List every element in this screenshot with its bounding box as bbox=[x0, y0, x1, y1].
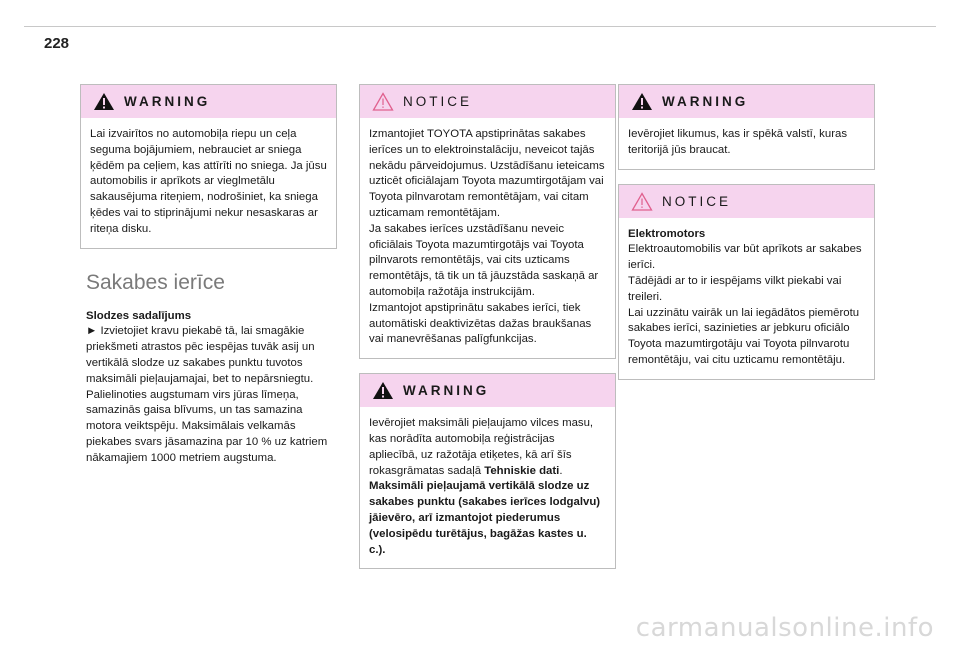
notice-text-2: Ja sakabes ierīces uzstādīšanu neveic oficiālais Toyota mazumtirgotājs vai Toyota pilnvarots remontētājs, vai cits uzticams remontētājs, tā tik un tā jāuzstāda saskaņā ar automobiļa ražotāja instrukcijām. bbox=[369, 222, 599, 298]
notice-box-electric-motor bbox=[618, 184, 875, 380]
section-text: ► Izvietojiet kravu piekabē tā, lai smagākie priekšmeti atrastos pēc iespējas tuvāk asij un vertikālā slodze uz sakabes punktu tuvotos maksimāli pieļaujamajai, bet to nepārsniegtu. Palielinoties augstumam virs jūras līmeņa, samazinās gaisa blīvums, un tas samazina motora veiktspēju. Maksimālais velkamās piekabes svars jāsamazina par 10 % uz katriem nākamajiem 1000 metriem augstuma. bbox=[86, 325, 328, 464]
notice-label: NOTICE bbox=[662, 193, 732, 209]
column-1 bbox=[80, 84, 337, 467]
warning-text bbox=[369, 416, 606, 479]
notice-title: Elektromotors bbox=[628, 227, 706, 240]
section-title: Sakabes ierīce bbox=[86, 270, 225, 294]
warning-icon bbox=[372, 381, 394, 400]
warning-label: WARNING bbox=[403, 383, 490, 399]
notice-header bbox=[360, 85, 615, 118]
warning-header bbox=[360, 374, 615, 407]
warning-header bbox=[81, 85, 336, 118]
technical-data-ref: Tehniskie dati bbox=[484, 464, 560, 477]
notice-text-1: Izmantojiet TOYOTA apstiprinātas sakabes ierīces un to elektroinstalāciju, neveicot tajās nekādu pārveidojumus. Uzstādīšanu ieteicams uzticēt oficiālajam Toyota mazumtirgotājam vai Toyota pilnvarotam remontētājam, vai citam uzticamam remontētājam. bbox=[369, 128, 605, 219]
warning-box-towing-mass bbox=[359, 373, 616, 569]
warning-icon bbox=[631, 92, 653, 111]
notice-icon bbox=[631, 192, 653, 211]
column-2 bbox=[359, 84, 616, 583]
warning-label: WARNING bbox=[124, 94, 211, 109]
warning-box-snow-chains bbox=[80, 84, 337, 249]
notice-text-3: Lai uzzinātu vairāk un lai iegādātos piemērotu sakabes ierīci, sazinieties ar jebkuru oficiālo Toyota mazumtirgotāju vai Toyota pilnvarotu remontētāju, vai citu uzticamu remontētāju. bbox=[628, 306, 860, 366]
warning-box-laws bbox=[618, 84, 875, 170]
column-3 bbox=[618, 84, 875, 394]
watermark: carmanualsonline.info bbox=[635, 613, 934, 643]
notice-icon bbox=[372, 92, 394, 111]
warning-header bbox=[619, 85, 874, 118]
section-subtitle: Slodzes sadalījums bbox=[86, 309, 192, 322]
warning-icon bbox=[93, 92, 115, 111]
notice-text-3: Izmantojot apstiprinātu sakabes ierīci, tiek automātiski deaktivizētas dažas braukšanas vai manevrēšanas palīgfunkcijas. bbox=[369, 301, 592, 346]
notice-label: NOTICE bbox=[403, 94, 473, 109]
notice-text-1: Elektroautomobilis var būt aprīkots ar sakabes ierīci. bbox=[628, 243, 862, 272]
warning-text-end: . bbox=[559, 464, 563, 477]
section-body bbox=[80, 309, 337, 467]
top-rule bbox=[24, 26, 936, 27]
notice-text-2: Tādējādi ar to ir iespējams vilkt piekabi vai treileri. bbox=[628, 274, 842, 303]
warning-bold-text: Maksimāli pieļaujamā vertikālā slodze uz sakabes punktu (sakabes ierīces lodgalvu) jāievēro, arī izmantojot piederumus (velosipēdu turētājus, bagāžas kastes u. c.). bbox=[369, 480, 601, 556]
warning-text: Ievērojiet likumus, kas ir spēkā valstī, kuras teritorijā jūs braucat. bbox=[628, 128, 848, 156]
warning-label: WARNING bbox=[662, 94, 749, 109]
notice-box-toyota-towbar bbox=[359, 84, 616, 359]
warning-text: Lai izvairītos no automobiļa riepu un ceļa seguma bojājumiem, nebrauciet ar sniega ķēdēm pa ceļiem, kas attīrīti no sniega. Ja jūsu automobilis ir aprīkots ar vieglmetālu sakausējuma riteņiem, nodrošiniet, ka sniega ķēdes vai to stiprinājumi nekur nesaskaras ar riteņa disku. bbox=[90, 128, 327, 235]
page-number: 228 bbox=[44, 35, 70, 52]
warning-text-start: Ievērojiet maksimāli pieļaujamo vilces masu, kas norādīta automobiļa reģistrācijas apliecībā, uz ražotāja etiķetes, kā arī šīs rokasgrāmatas sadaļā bbox=[369, 417, 594, 477]
notice-header bbox=[619, 185, 874, 218]
